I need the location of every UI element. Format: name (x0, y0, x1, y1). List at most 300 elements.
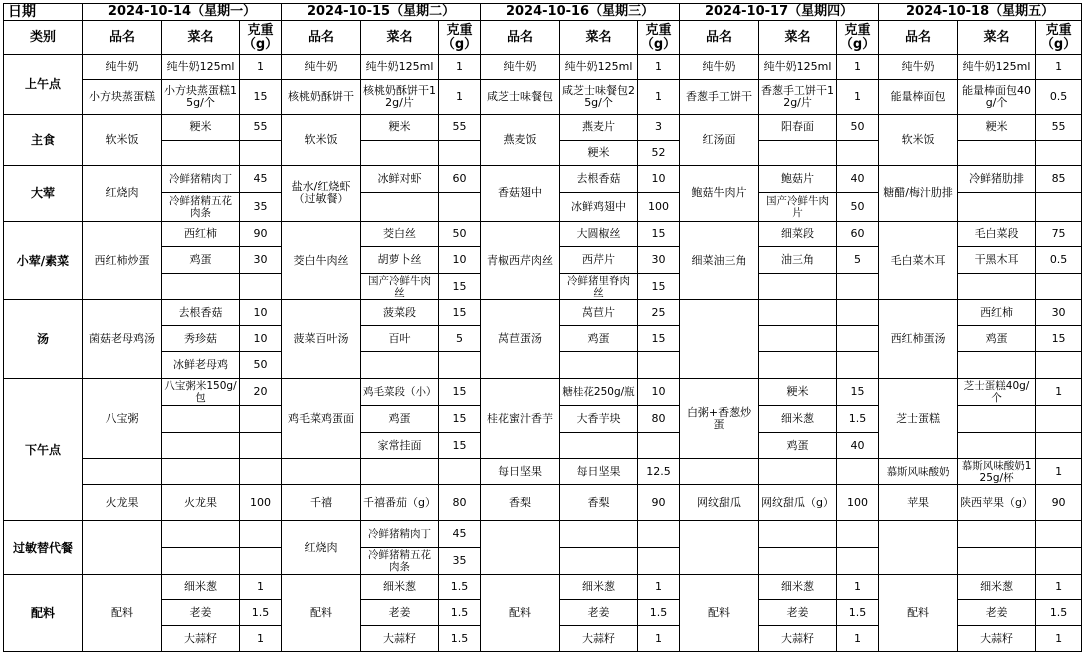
ingredient: 咸芝士味餐包25g/个 (560, 80, 638, 115)
ingredient (958, 273, 1036, 299)
ingredient: 纯牛奶125ml (958, 54, 1036, 79)
weight: 1 (638, 575, 680, 599)
dish-name: 红烧肉 (83, 165, 162, 221)
ingredient: 细米葱 (759, 406, 837, 432)
weight: 1 (638, 626, 680, 652)
weight: 1.5 (439, 575, 481, 599)
weight: 1 (1036, 626, 1082, 652)
weight-header: 克重（g） (240, 21, 282, 55)
ingredient: 慕斯风味酸奶125g/杯 (958, 459, 1036, 484)
ingredient: 小方块蒸蛋糕15g/个 (162, 80, 240, 115)
category-header: 类别 (4, 21, 83, 55)
table-row (4, 378, 1082, 406)
dish-name: 西红柿蛋汤 (879, 300, 958, 378)
weight: 1 (1036, 459, 1082, 484)
weight: 80 (439, 484, 481, 521)
dish-name: 配料 (680, 575, 759, 652)
dish-name: 西红柿炒蛋 (83, 221, 162, 299)
ingredient: 鸡蛋 (759, 432, 837, 458)
dish-name (680, 300, 759, 378)
table-row (4, 300, 1082, 325)
weight: 15 (638, 221, 680, 246)
ingredient: 香葱手工饼干12g/片 (759, 80, 837, 115)
dish-name: 香菇翅中 (481, 165, 560, 221)
ingredient (958, 432, 1036, 458)
weight: 85 (1036, 165, 1082, 193)
weight: 15 (439, 406, 481, 432)
dish-name: 菌菇老母鸡汤 (83, 300, 162, 378)
weight: 1 (1036, 54, 1082, 79)
weight: 52 (638, 140, 680, 165)
ingredient: 粳米 (361, 115, 439, 140)
weight: 15 (638, 325, 680, 351)
dish-name (879, 521, 958, 575)
weight (638, 352, 680, 378)
dish-name: 鸡毛菜鸡蛋面 (282, 378, 361, 458)
ingredient: 细米葱 (560, 575, 638, 599)
ingredient: 细米葱 (361, 575, 439, 599)
ingredient: 鸡毛菜段（小） (361, 378, 439, 406)
ingredient: 去根香菇 (560, 165, 638, 193)
category-cell: 大荤 (4, 165, 83, 221)
weight: 55 (1036, 115, 1082, 140)
weight (240, 521, 282, 547)
ingredient: 秀珍菇 (162, 325, 240, 351)
pin-header: 品名 (83, 21, 162, 55)
day-header: 2024-10-14（星期一） (83, 4, 282, 21)
dish-name: 芝士蛋糕 (879, 378, 958, 458)
ingredient: 陕西苹果（g） (958, 484, 1036, 521)
ingredient: 纯牛奶125ml (361, 54, 439, 79)
ingredient (958, 521, 1036, 547)
ingredient: 大蒜籽 (958, 626, 1036, 652)
dish-name (481, 521, 560, 575)
weight (240, 140, 282, 165)
ingredient: 毛白菜段 (958, 221, 1036, 246)
menu-table (3, 3, 1082, 652)
weight (240, 432, 282, 458)
ingredient (162, 459, 240, 484)
ingredient: 西芹片 (560, 247, 638, 273)
ingredient: 燕麦片 (560, 115, 638, 140)
weight: 15 (439, 300, 481, 325)
weight: 1 (240, 54, 282, 79)
weight: 1.5 (638, 599, 680, 625)
dish-name: 红烧肉 (282, 521, 361, 575)
ingredient: 冷鲜猪精五花肉条 (162, 193, 240, 222)
dish-name: 咸芝士味餐包 (481, 80, 560, 115)
table-row (4, 484, 1082, 521)
ingredient (759, 140, 837, 165)
ingredient: 大蒜籽 (759, 626, 837, 652)
table-row (4, 165, 1082, 193)
category-cell: 汤 (4, 300, 83, 378)
weight-header: 克重（g） (837, 21, 879, 55)
weight: 15 (439, 378, 481, 406)
cai-header: 菜名 (560, 21, 638, 55)
weight (240, 547, 282, 575)
weight: 45 (439, 521, 481, 547)
ingredient: 细米葱 (958, 575, 1036, 599)
ingredient (958, 140, 1036, 165)
weight: 15 (439, 432, 481, 458)
dish-name: 红汤面 (680, 115, 759, 166)
weight: 1 (240, 575, 282, 599)
dish-name: 细菜油三角 (680, 221, 759, 299)
table-row (4, 521, 1082, 547)
weight: 3 (638, 115, 680, 140)
dish-name: 配料 (481, 575, 560, 652)
weight: 60 (837, 221, 879, 246)
ingredient (958, 352, 1036, 378)
weight: 90 (1036, 484, 1082, 521)
weight: 30 (1036, 300, 1082, 325)
weight: 1 (837, 80, 879, 115)
dish-name: 桂花蜜汁香芋 (481, 378, 560, 458)
ingredient (162, 406, 240, 432)
weight: 100 (837, 484, 879, 521)
weight (1036, 432, 1082, 458)
ingredient: 冷鲜猪精五花肉条 (361, 547, 439, 575)
ingredient (361, 352, 439, 378)
dish-name (680, 521, 759, 575)
ingredient: 冰鲜老母鸡 (162, 352, 240, 378)
weight: 100 (240, 484, 282, 521)
ingredient: 国产冷鲜牛肉丝 (361, 273, 439, 299)
dish-name: 每日坚果 (481, 459, 560, 484)
weight: 15 (1036, 325, 1082, 351)
dish-name: 纯牛奶 (481, 54, 560, 79)
weight: 1 (638, 80, 680, 115)
dish-name: 纯牛奶 (680, 54, 759, 79)
ingredient: 鸡蛋 (361, 406, 439, 432)
cai-header: 菜名 (759, 21, 837, 55)
weight: 25 (638, 300, 680, 325)
day-header: 2024-10-16（星期三） (481, 4, 680, 21)
weight (1036, 547, 1082, 575)
weight: 35 (240, 193, 282, 222)
weight: 1 (837, 575, 879, 599)
weight (837, 300, 879, 325)
pin-header: 品名 (481, 21, 560, 55)
day-header: 2024-10-15（星期二） (282, 4, 481, 21)
ingredient: 老姜 (958, 599, 1036, 625)
ingredient: 莴苣片 (560, 300, 638, 325)
ingredient: 冷鲜猪精肉丁 (361, 521, 439, 547)
weight: 15 (638, 273, 680, 299)
weight: 50 (240, 352, 282, 378)
weight: 1 (837, 54, 879, 79)
ingredient: 西红柿 (162, 221, 240, 246)
weight: 1 (439, 80, 481, 115)
ingredient (759, 547, 837, 575)
weight: 1.5 (837, 599, 879, 625)
weight: 15 (439, 273, 481, 299)
dish-name: 菠菜百叶汤 (282, 300, 361, 378)
pin-header: 品名 (282, 21, 361, 55)
ingredient: 冷鲜猪里脊肉丝 (560, 273, 638, 299)
weight (240, 459, 282, 484)
table-row (4, 115, 1082, 140)
weight: 40 (837, 165, 879, 193)
weight (837, 140, 879, 165)
pin-header: 品名 (879, 21, 958, 55)
ingredient: 糖桂花250g/瓶 (560, 378, 638, 406)
ingredient: 粳米 (759, 378, 837, 406)
ingredient: 老姜 (759, 599, 837, 625)
ingredient: 能量棒面包40g/个 (958, 80, 1036, 115)
ingredient: 冷鲜猪精肉丁 (162, 165, 240, 193)
ingredient: 纯牛奶125ml (162, 54, 240, 79)
column-header-row (4, 21, 1082, 55)
ingredient: 老姜 (162, 599, 240, 625)
category-cell: 主食 (4, 115, 83, 166)
ingredient: 细菜段 (759, 221, 837, 246)
weight: 1 (240, 626, 282, 652)
ingredient (759, 521, 837, 547)
weight: 1 (638, 54, 680, 79)
dish-name (83, 521, 162, 575)
dish-name: 纯牛奶 (879, 54, 958, 79)
dish-name: 苹果 (879, 484, 958, 521)
ingredient (759, 352, 837, 378)
weight: 1 (1036, 378, 1082, 406)
table-row (4, 221, 1082, 246)
ingredient: 大蒜籽 (162, 626, 240, 652)
table-row (4, 459, 1082, 484)
dish-name: 香梨 (481, 484, 560, 521)
weight: 45 (240, 165, 282, 193)
weight-header: 克重（g） (439, 21, 481, 55)
ingredient: 百叶 (361, 325, 439, 351)
ingredient (759, 300, 837, 325)
ingredient (162, 273, 240, 299)
ingredient: 西红柿 (958, 300, 1036, 325)
ingredient (361, 140, 439, 165)
weight: 10 (638, 165, 680, 193)
cai-header: 菜名 (162, 21, 240, 55)
ingredient: 纯牛奶125ml (759, 54, 837, 79)
ingredient: 菠菜段 (361, 300, 439, 325)
category-cell: 下午点 (4, 378, 83, 521)
weight: 1.5 (837, 406, 879, 432)
weight (439, 140, 481, 165)
weight: 1.5 (240, 599, 282, 625)
ingredient: 鸡蛋 (162, 247, 240, 273)
table-row (4, 575, 1082, 599)
ingredient: 细米葱 (759, 575, 837, 599)
ingredient: 鲍菇片 (759, 165, 837, 193)
ingredient: 细米葱 (162, 575, 240, 599)
weight: 80 (638, 406, 680, 432)
weight (439, 193, 481, 222)
weight: 1.5 (439, 626, 481, 652)
weight (638, 547, 680, 575)
category-cell: 小荤/素菜 (4, 221, 83, 299)
weight: 0.5 (1036, 80, 1082, 115)
weight (1036, 406, 1082, 432)
weight: 50 (837, 193, 879, 222)
weight: 1.5 (439, 599, 481, 625)
ingredient: 粳米 (162, 115, 240, 140)
weight: 1 (439, 54, 481, 79)
weight (1036, 193, 1082, 222)
category-cell: 配料 (4, 575, 83, 652)
ingredient (958, 193, 1036, 222)
weight: 1 (837, 626, 879, 652)
ingredient (759, 273, 837, 299)
weight (240, 273, 282, 299)
weight: 60 (439, 165, 481, 193)
weight: 90 (638, 484, 680, 521)
dish-name: 软米饭 (879, 115, 958, 166)
ingredient (958, 547, 1036, 575)
weight: 1.5 (1036, 599, 1082, 625)
dish-name: 网纹甜瓜 (680, 484, 759, 521)
dish-name: 燕麦饭 (481, 115, 560, 166)
ingredient: 芝士蛋糕40g/个 (958, 378, 1036, 406)
weight: 75 (1036, 221, 1082, 246)
weight (837, 352, 879, 378)
ingredient: 家常挂面 (361, 432, 439, 458)
dish-name: 火龙果 (83, 484, 162, 521)
ingredient: 核桃奶酥饼干12g/片 (361, 80, 439, 115)
ingredient: 大香芋块 (560, 406, 638, 432)
weight (1036, 140, 1082, 165)
weight: 1 (1036, 575, 1082, 599)
weight: 10 (240, 325, 282, 351)
dish-name: 小方块蒸蛋糕 (83, 80, 162, 115)
weight: 10 (638, 378, 680, 406)
weight: 5 (837, 247, 879, 273)
ingredient: 网纹甜瓜（g） (759, 484, 837, 521)
ingredient (759, 325, 837, 351)
ingredient: 阳春面 (759, 115, 837, 140)
ingredient (560, 547, 638, 575)
ingredient: 茭白丝 (361, 221, 439, 246)
weight (837, 273, 879, 299)
ingredient: 粳米 (958, 115, 1036, 140)
ingredient: 鸡蛋 (958, 325, 1036, 351)
ingredient (162, 140, 240, 165)
weight: 30 (638, 247, 680, 273)
dish-name: 香葱手工饼干 (680, 80, 759, 115)
pin-header: 品名 (680, 21, 759, 55)
dish-name: 慕斯风味酸奶 (879, 459, 958, 484)
ingredient (162, 547, 240, 575)
cai-header: 菜名 (361, 21, 439, 55)
ingredient: 油三角 (759, 247, 837, 273)
dish-name: 青椒西芹肉丝 (481, 221, 560, 299)
ingredient (560, 521, 638, 547)
dish-name: 莴苣蛋汤 (481, 300, 560, 378)
ingredient: 老姜 (560, 599, 638, 625)
weight (439, 459, 481, 484)
weight: 30 (240, 247, 282, 273)
ingredient: 大圆椒丝 (560, 221, 638, 246)
weight: 50 (439, 221, 481, 246)
ingredient (162, 432, 240, 458)
table-row (4, 80, 1082, 115)
weight: 90 (240, 221, 282, 246)
ingredient (361, 193, 439, 222)
ingredient: 火龙果 (162, 484, 240, 521)
ingredient: 去根香菇 (162, 300, 240, 325)
dish-name: 配料 (282, 575, 361, 652)
day-header: 2024-10-18（星期五） (879, 4, 1082, 21)
ingredient (759, 459, 837, 484)
dish-name: 软米饭 (83, 115, 162, 166)
weight (439, 352, 481, 378)
weight (1036, 521, 1082, 547)
dish-name: 八宝粥 (83, 378, 162, 458)
ingredient: 胡萝卜丝 (361, 247, 439, 273)
weight: 12.5 (638, 459, 680, 484)
dish-name: 配料 (83, 575, 162, 652)
ingredient: 干黑木耳 (958, 247, 1036, 273)
dish-name: 糖醋/梅汁肋排 (879, 165, 958, 221)
ingredient: 八宝粥米150g/包 (162, 378, 240, 406)
category-cell: 过敏替代餐 (4, 521, 83, 575)
table-row (4, 54, 1082, 79)
date-header-row (4, 4, 1082, 21)
ingredient: 香梨 (560, 484, 638, 521)
weight (837, 521, 879, 547)
ingredient (162, 521, 240, 547)
weight: 50 (837, 115, 879, 140)
dish-name: 茭白牛肉丝 (282, 221, 361, 299)
dish-name: 核桃奶酥饼干 (282, 80, 361, 115)
ingredient: 纯牛奶125ml (560, 54, 638, 79)
dish-name: 千禧 (282, 484, 361, 521)
category-cell: 上午点 (4, 54, 83, 114)
weight: 0.5 (1036, 247, 1082, 273)
ingredient: 每日坚果 (560, 459, 638, 484)
ingredient: 大蒜籽 (560, 626, 638, 652)
weight: 100 (638, 193, 680, 222)
dish-name (282, 459, 361, 484)
ingredient (560, 432, 638, 458)
dish-name: 能量棒面包 (879, 80, 958, 115)
day-header: 2024-10-17（星期四） (680, 4, 879, 21)
weight (837, 547, 879, 575)
dish-name: 鲍菇牛肉片 (680, 165, 759, 221)
ingredient: 冰鲜对虾 (361, 165, 439, 193)
weight (837, 325, 879, 351)
weight: 55 (439, 115, 481, 140)
weight: 15 (837, 378, 879, 406)
ingredient (958, 406, 1036, 432)
ingredient (560, 352, 638, 378)
dish-name: 纯牛奶 (83, 54, 162, 79)
dish-name (680, 459, 759, 484)
weight: 10 (240, 300, 282, 325)
dish-name: 毛白菜木耳 (879, 221, 958, 299)
ingredient (361, 459, 439, 484)
dish-name: 纯牛奶 (282, 54, 361, 79)
dish-name: 白粥+香葱炒蛋 (680, 378, 759, 458)
dish-name: 配料 (879, 575, 958, 652)
weight: 20 (240, 378, 282, 406)
weight (638, 521, 680, 547)
weight: 35 (439, 547, 481, 575)
weight-header: 克重（g） (638, 21, 680, 55)
weight (1036, 273, 1082, 299)
weight: 15 (240, 80, 282, 115)
weight-header: 克重（g） (1036, 21, 1082, 55)
ingredient: 大蒜籽 (361, 626, 439, 652)
ingredient: 老姜 (361, 599, 439, 625)
